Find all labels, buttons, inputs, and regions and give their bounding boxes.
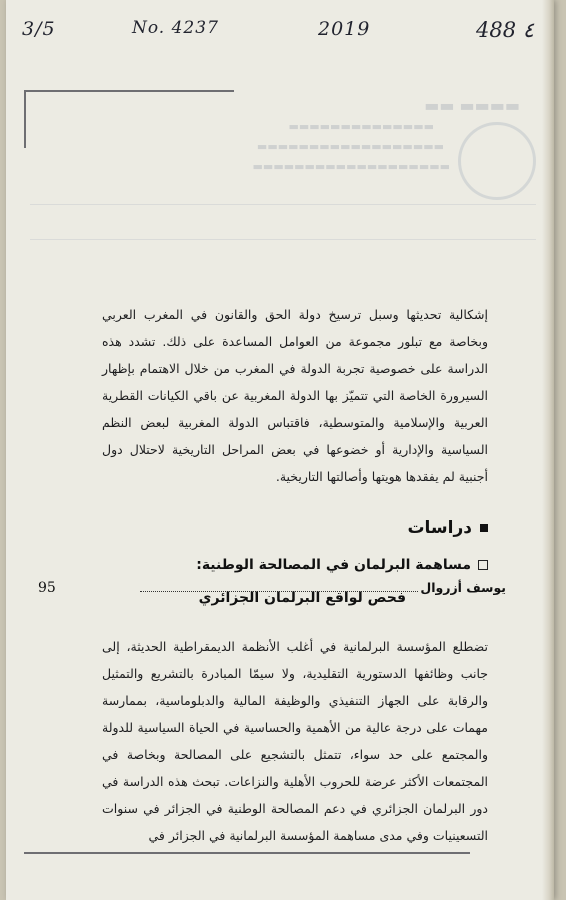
section-heading-text: دراسات [407,518,472,538]
article-author: يوسف أزروال [420,580,506,595]
article-bullet-icon [478,560,488,570]
header-vertical-rule [24,90,26,148]
page-edge-shadow [542,0,554,900]
intro-paragraph: إشكالية تحديثها وسبل ترسيخ دولة الحق والقانون في المغرب العربي وبخاصة مع تبلور مجموعة من العوامل المساعدة على ذلك. تشدد هذه الدراسة على خصوصية تجربة الدولة في المغرب من خلال الاهتمام بإظهار السيرورة الخاصة التي تتميّز بها الدولة المغربية عن باقي الكيانات القطرية العربية والإسلامية والمتوسطية، فاقتباس الدولة المغربية لبعض النظم السياسية والإدارية أو خضوعها في بعض المراحل التاريخية لاحتلال دول أجنبية لم يفقدها هويتها وأصالتها التاريخية. [102,306,488,484]
handwritten-year: 2019 [318,18,371,40]
article-title [196,557,488,573]
article-abstract: تضطلع المؤسسة البرلمانية في أغلب الأنظمة الديمقراطية الحديثة، إلى جانب وظائفها الدستورية التقليدية، ولا سيمّا المبادرة بالتشريع والتمثيل والرقابة على الجهاز التنفيذي والوظيفة المالية والدبلوماسية، بممارسة مهمات على درجة عالية من الأهمية والحساسية في الحياة السياسية للدولة والمجتمع على حد سواء، تتمثل بالتشجيع على المصالحة وبخاصة في المجتمعات الأكثر عرضة للحروب الأهلية والنزاعات. تبحث هذه الدراسة في دور البرلمان الجزائري في دعم المصالحة الوطنية في الجزائر في سنوات التسعينيات وفي مدى مساهمة المؤسسة البرلمانية في الجزائر في [102,638,488,843]
article-title-text: مساهمة البرلمان في المصالحة الوطنية: [196,557,471,573]
bleed-through-logo-text: ▬▬▬▬ ▬▬ [424,96,520,115]
document-page [6,0,554,900]
section-heading [407,518,488,538]
bleed-through-line: ▬▬▬▬▬▬▬▬▬▬▬▬▬▬ [288,120,434,133]
bleed-through-box [30,204,536,240]
section-bullet-icon [480,524,488,532]
bleed-through-logo [458,122,536,200]
handwritten-code: 488 ٤ [476,18,535,42]
article-page-number: 95 [38,580,56,596]
footer-rule [24,852,470,854]
header-rule [24,90,234,92]
handwritten-fraction: 3/5 [22,18,56,40]
bleed-through-line: ▬▬▬▬▬▬▬▬▬▬▬▬▬▬▬▬▬▬ [256,140,444,153]
article-subtitle: فحص لواقع البرلمان الجزائري [198,590,406,606]
bleed-through-line: ▬▬▬▬▬▬▬▬▬▬▬▬▬▬▬▬▬▬▬ [252,160,450,173]
handwritten-catalog-number: No. 4237 [132,18,219,38]
